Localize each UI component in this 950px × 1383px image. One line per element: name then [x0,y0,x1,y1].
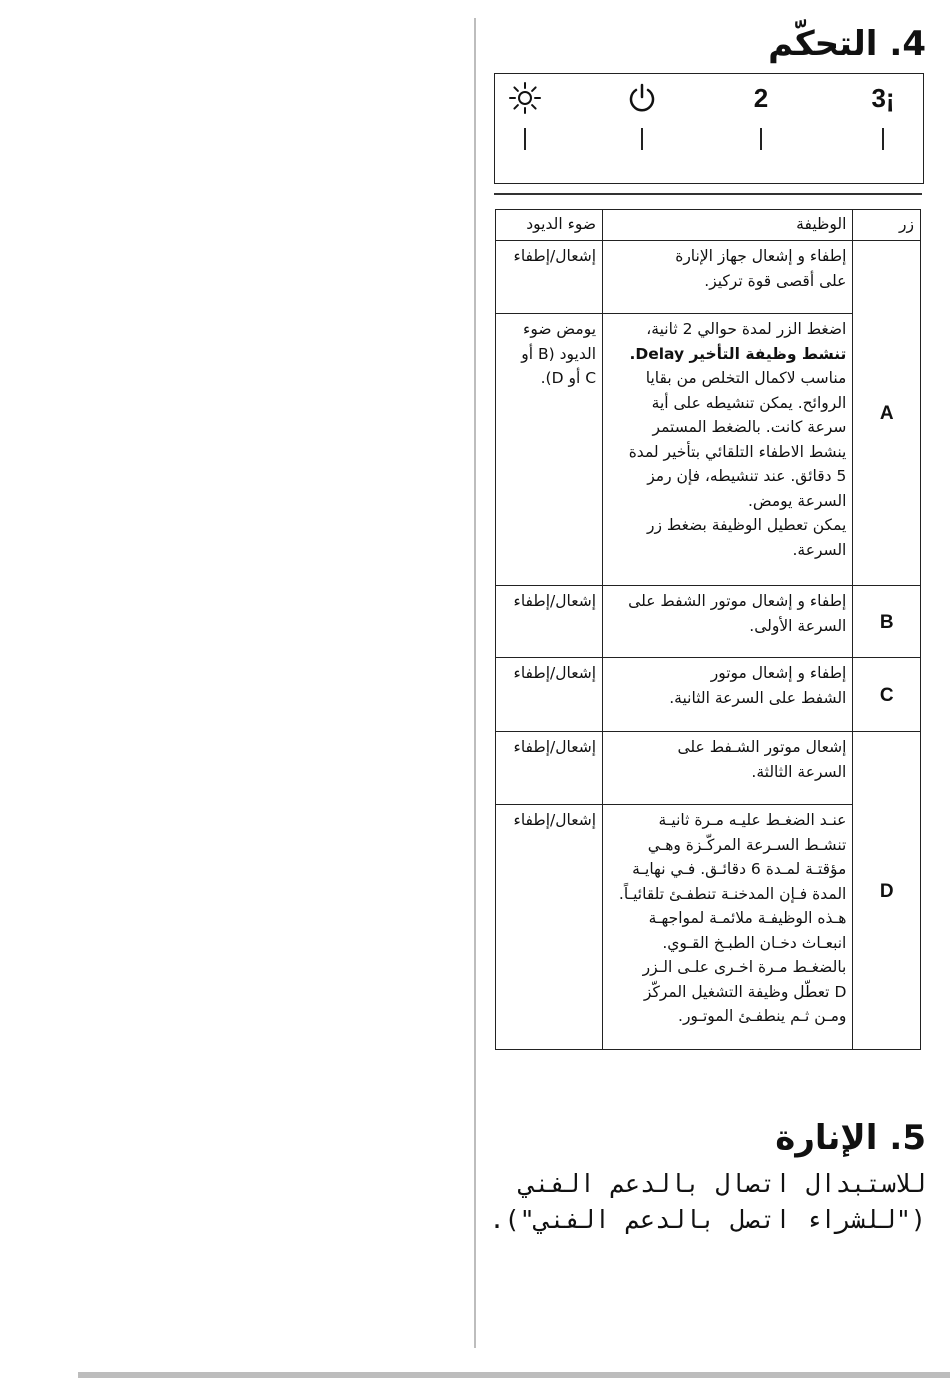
function-line: تنشـط السـرعة المركّـزة وهـي [647,835,847,854]
header-function: الوظيفة [603,210,853,241]
section-4-heading [768,24,926,64]
panel-light-button [495,82,555,150]
section-5-number: 5. [889,1118,926,1158]
function-line: عنـد الضغـط عليـه مـرة ثانيـة [658,811,847,829]
function-line: D تعطّل وظيفة التشغيل المركّز [643,982,847,1001]
section-5-heading [775,1118,926,1158]
function-cell [603,732,853,805]
function-line: انبعـاث دخـان الطبـخ القـوي. [662,933,847,952]
column-divider [474,18,476,1348]
led-cell [496,732,603,805]
led-line: إشعال/إطفاء [513,738,597,756]
separator-line [494,193,922,195]
button-cell: B [853,586,921,658]
header-button: زر [853,210,921,241]
function-line: إشعال موتور الشـفط على [677,738,847,756]
function-line: على أقصى قوة تركيز. [704,271,847,290]
button-cell: D [853,732,921,1050]
light-icon [495,82,555,114]
power-icon [612,82,672,114]
panel-pointer-d [882,128,884,150]
footer-bar [78,1372,950,1378]
function-cell [603,805,853,1050]
function-line: بالضغـط مـرة اخـرى علـى الـزر [642,958,847,976]
panel-speed-2-button [731,82,791,150]
function-line: المدة فـإن المدخنـة تنطفـئ تلقائيـاً. [618,884,847,903]
led-cell [496,586,603,658]
function-cell [603,586,853,658]
led-line: إشعال/إطفاء [513,664,597,682]
function-line: الشفط على السرعة الثانية. [669,688,847,707]
function-line: سرعة كانت. بالضغط المستمر [652,418,847,436]
table-header-row [496,210,921,241]
panel-pointer-b [641,128,643,150]
led-cell [496,314,603,586]
button-cell: C [853,658,921,732]
function-line: ومـن ثـم ينطفـئ الموتـور. [678,1007,847,1025]
section-4-number: 4. [889,24,926,64]
panel-pointer-a [524,128,526,150]
section-5-body [489,1166,926,1238]
function-cell [603,658,853,732]
function-line: 5 دقائق. عند تنشيطه، فإن رمز [647,467,847,485]
panel-power-button [612,82,672,150]
function-line: السرعة الأولى. [749,616,847,635]
led-line: إشعال/إطفاء [513,592,597,610]
function-line: هـذه الوظيفـة ملائمـة لمواجهـة [648,909,847,927]
panel-speed-3-button [853,82,913,150]
function-cell [603,314,853,586]
table-row [496,658,921,732]
function-cell [603,241,853,314]
function-line: تنشط وظيفة التأخير Delay. [629,344,847,363]
led-line: إشعال/إطفاء [513,811,597,829]
led-line: إشعال/إطفاء [513,247,597,265]
function-line: إطفاء و إشعال موتور [710,664,847,682]
function-line: السرعة الثالثة. [751,762,847,781]
controls-table [495,209,921,1050]
led-cell [496,241,603,314]
speed-3-label: 3¡ [871,82,895,113]
section-5-title: الإنارة [775,1118,878,1158]
function-line: السرعة. [792,540,847,559]
function-line: إطفاء و إشعال جهاز الإنارة [675,247,847,265]
panel-pointer-c [760,128,762,150]
led-cell [496,658,603,732]
led-line: الديود (B أو [521,344,597,363]
table-row [496,732,921,805]
function-line: ينشط الاطفاء التلقائي بتأخير لمدة [628,442,847,461]
header-led: ضوء الديود [496,210,603,241]
function-line: إطفاء و إشعال موتور الشفط على [628,592,847,610]
table-row [496,586,921,658]
function-line: اضغط الزر لمدة حوالي 2 ثانية، [646,320,847,338]
control-panel-diagram [494,73,924,184]
function-line: يمكن تعطيل الوظيفة بضغط زر [646,516,847,534]
section-5-line: ("للشراء اتصل بالدعم الفني"). [489,1205,926,1234]
function-line: السرعة يومض. [747,491,847,510]
function-line: مناسب لاكمال التخلص من بقايا [645,369,847,387]
speed-2-label: 2 [753,82,769,113]
led-cell [496,805,603,1050]
led-line: يومض ضوء [523,320,597,338]
section-4-title: التحكّم [768,24,878,64]
led-line: C أو D). [540,369,597,387]
button-cell: A [853,241,921,586]
function-line: مؤقتـة لمـدة 6 دقائـق. فـي نهايـة [632,860,847,878]
section-5-line: للاستبدال اتصال بالدعم الفني [519,1169,926,1198]
table-row [496,241,921,314]
function-line: الروائح. يمكن تنشيطه على أية [651,393,847,412]
